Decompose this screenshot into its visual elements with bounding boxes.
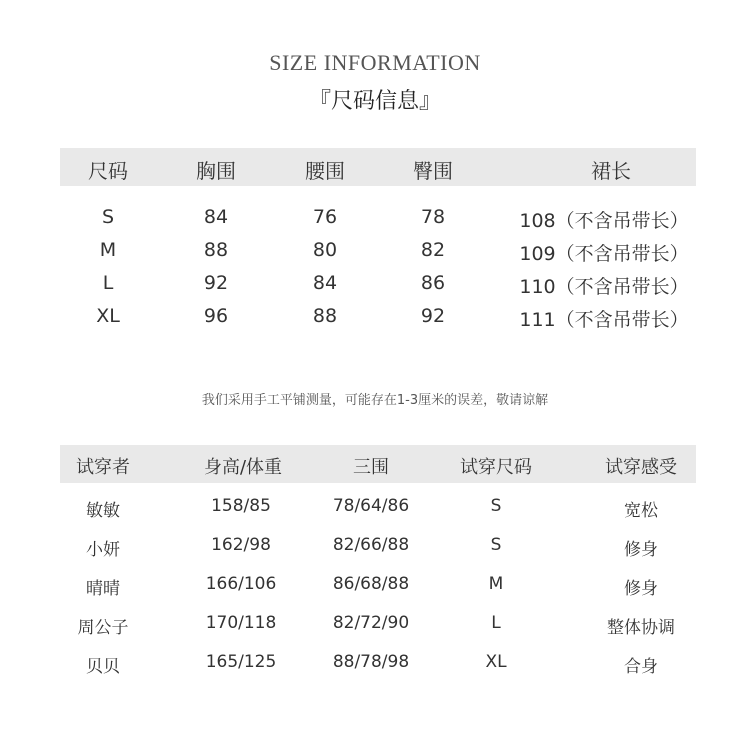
header-waist: 腰围 [305,159,345,183]
measurements-cell: 86/68/88 [332,574,410,594]
model-name-cell: 小妍 [86,540,120,560]
size-cell: M [99,239,117,261]
header-height-weight: 身高/体重 [203,457,283,478]
length-cell: 111（不含吊带长） [519,309,689,331]
measurements-cell: 78/64/86 [332,496,410,516]
length-cell: 109（不含吊带长） [519,243,689,265]
fit-feel-cell: 合身 [624,657,658,677]
fit-feel-cell: 宽松 [624,501,658,521]
waist-cell: 84 [312,272,338,294]
height-weight-cell: 162/98 [211,535,271,555]
hip-cell: 92 [420,305,446,327]
height-weight-cell: 158/85 [211,496,271,516]
size-cell: XL [96,305,120,327]
bust-cell: 88 [203,239,229,261]
fit-feel-cell: 修身 [624,579,658,599]
hip-cell: 86 [420,272,446,294]
model-name-cell: 周公子 [77,618,129,638]
measurement-note: 我们采用手工平铺测量，可能存在1-3厘米的误差，敬请谅解 [201,393,549,408]
length-cell: 108（不含吊带长） [519,210,689,232]
size-cell: S [101,206,115,228]
hip-cell: 78 [420,206,446,228]
fit-feel-cell: 修身 [624,540,658,560]
height-weight-cell: 165/125 [205,652,277,672]
fitting-size-cell: XL [485,652,507,672]
measurements-cell: 82/72/90 [332,613,410,633]
size-cell: L [102,272,114,294]
header-fit-feel: 试穿感受 [605,457,677,478]
hip-cell: 82 [420,239,446,261]
title-en: SIZE INFORMATION [269,50,481,75]
fitting-size-cell: S [490,496,502,516]
model-name-cell: 敏敏 [86,501,120,521]
waist-cell: 76 [312,206,338,228]
waist-cell: 88 [312,305,338,327]
header-hip: 臀围 [413,159,453,183]
fitting-size-cell: L [491,613,501,633]
length-cell: 110（不含吊带长） [519,276,689,298]
header-size: 尺码 [88,159,128,183]
header-length: 裙长 [591,159,631,183]
bust-cell: 84 [203,206,229,228]
bust-cell: 96 [203,305,229,327]
waist-cell: 80 [312,239,338,261]
header-fitting-size: 试穿尺码 [460,457,532,478]
title-cn: 『尺码信息』 [308,89,441,114]
fitting-size-cell: S [490,535,502,555]
header-bust: 胸围 [196,159,236,183]
header-measurements: 三围 [353,457,389,478]
fitting-size-cell: M [488,574,504,594]
model-name-cell: 贝贝 [86,657,120,677]
height-weight-cell: 170/118 [205,613,277,633]
bust-cell: 92 [203,272,229,294]
header-model: 试穿者 [76,457,130,478]
height-weight-cell: 166/106 [205,574,277,594]
model-name-cell: 晴晴 [86,579,120,599]
measurements-cell: 88/78/98 [332,652,410,672]
fit-feel-cell: 整体协调 [607,618,675,638]
measurements-cell: 82/66/88 [332,535,410,555]
